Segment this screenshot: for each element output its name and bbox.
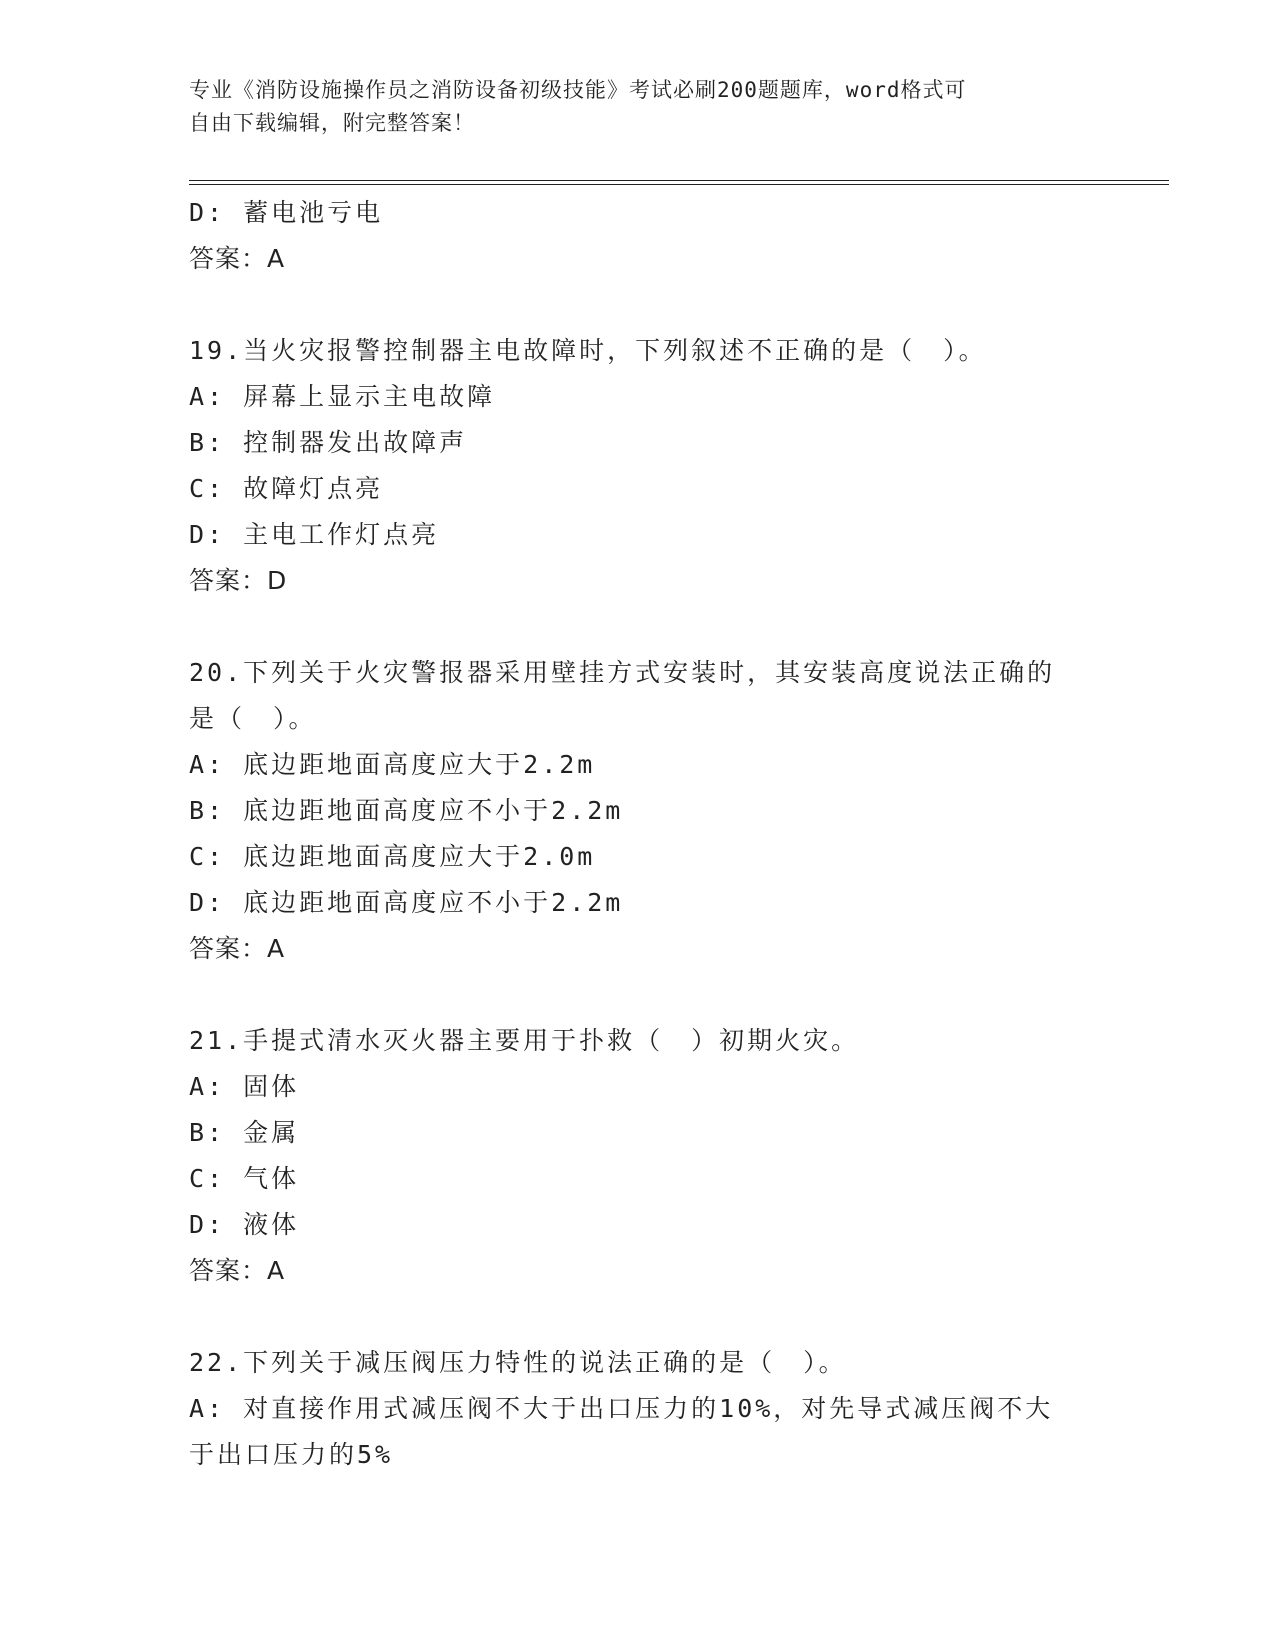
spacer	[189, 604, 1089, 650]
spacer	[189, 282, 1089, 328]
option-c: C: 气体	[189, 1164, 300, 1193]
option-a: A: 固体	[189, 1072, 300, 1101]
question-text: 20.下列关于火灾警报器采用壁挂方式安装时，其安装高度说法正确的	[189, 658, 1056, 687]
question-text: 19.当火灾报警控制器主电故障时，下列叙述不正确的是（ ）。	[189, 336, 987, 365]
question-list	[189, 190, 1089, 1478]
question-text: 21.手提式清水灭火器主要用于扑救（ ）初期火灾。	[189, 1026, 860, 1055]
option-a: A: 底边距地面高度应大于2.2m	[189, 750, 596, 779]
header-line-2: 自由下载编辑，附完整答案！	[189, 111, 475, 135]
option-b: B: 底边距地面高度应不小于2.2m	[189, 796, 624, 825]
option-b: B: 金属	[189, 1118, 300, 1147]
option-a-continued: 于出口压力的5%	[189, 1440, 394, 1469]
answer: 答案：A	[189, 934, 286, 963]
document-header	[189, 74, 1069, 140]
option-d: D: 主电工作灯点亮	[189, 520, 440, 549]
option-b: B: 控制器发出故障声	[189, 428, 468, 457]
question-text: 22.下列关于减压阀压力特性的说法正确的是（ ）。	[189, 1348, 847, 1377]
question-22	[189, 1340, 1089, 1478]
option-d: D: 液体	[189, 1210, 300, 1239]
option-c: C: 故障灯点亮	[189, 474, 384, 503]
option-a: A: 屏幕上显示主电故障	[189, 382, 496, 411]
option-c: C: 底边距地面高度应大于2.0m	[189, 842, 596, 871]
spacer	[189, 1294, 1089, 1340]
option-d: D: 底边距地面高度应不小于2.2m	[189, 888, 624, 917]
header-divider	[189, 180, 1169, 181]
question-text-continued: 是（ ）。	[189, 704, 317, 733]
answer: 答案：A	[189, 244, 286, 273]
question-21	[189, 1018, 1089, 1294]
header-line-1: 专业《消防设施操作员之消防设备初级技能》考试必刷200题题库，word格式可	[189, 78, 967, 102]
answer: 答案：D	[189, 566, 288, 595]
option-a: A: 对直接作用式减压阀不大于出口压力的10%，对先导式减压阀不大	[189, 1394, 1054, 1423]
header-divider-second	[189, 184, 1169, 185]
spacer	[189, 972, 1089, 1018]
question-19	[189, 328, 1089, 604]
answer: 答案：A	[189, 1256, 286, 1285]
question-20	[189, 650, 1089, 972]
option-d: D: 蓄电池亏电	[189, 198, 384, 227]
